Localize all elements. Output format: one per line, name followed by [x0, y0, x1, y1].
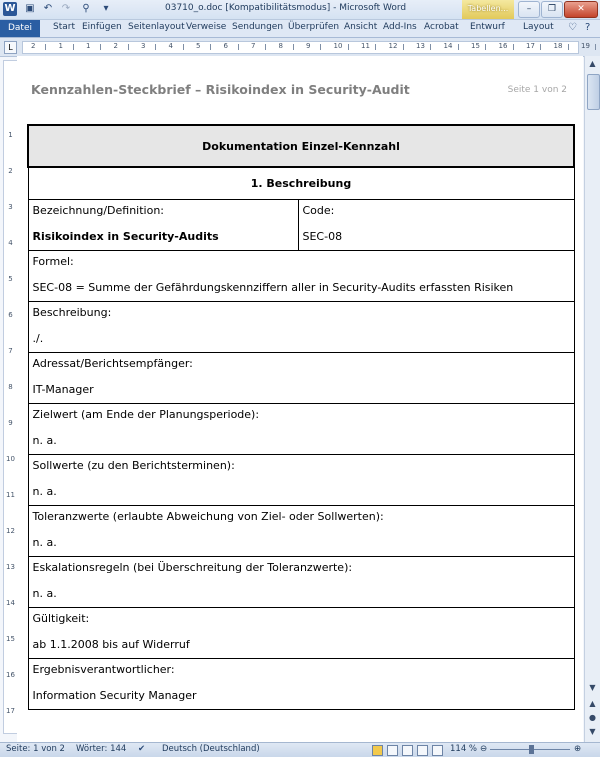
ruler-tick — [458, 44, 459, 50]
tab-file[interactable]: Datei — [0, 20, 40, 37]
table-row[interactable] — [28, 556, 574, 607]
definition-value: Risikoindex in Security-Audits — [32, 229, 219, 243]
tab-layout[interactable]: Layout — [523, 22, 554, 32]
table-title: Dokumentation Einzel-Kennzahl — [28, 125, 574, 167]
zoom-level[interactable]: 114 % — [450, 744, 478, 754]
tab-seitenlayout[interactable]: Seitenlayout — [128, 22, 185, 32]
row-value: Information Security Manager — [32, 688, 197, 702]
table-row[interactable] — [28, 454, 574, 505]
next-page-icon[interactable]: ▼ — [589, 727, 596, 736]
table-row[interactable] — [28, 658, 574, 709]
ruler-tick — [155, 44, 156, 50]
definition-cell[interactable] — [28, 199, 298, 250]
vertical-ruler-number: 17 — [6, 707, 15, 715]
horizontal-ruler — [0, 38, 600, 57]
ruler-number: 14 — [443, 42, 453, 50]
ruler-number: 7 — [251, 42, 256, 50]
ruler-number: 1 — [86, 42, 91, 50]
ruler-tick — [595, 44, 596, 50]
ruler-number: 10 — [333, 42, 343, 50]
ruler-number: 2 — [31, 42, 36, 50]
ribbon-tab-bar — [0, 20, 600, 38]
format-painter-icon[interactable]: ⚲ — [82, 3, 90, 14]
ruler-tick — [403, 44, 404, 50]
document-heading: Kennzahlen-Steckbrief – Risikoindex in Security-Audit — [31, 82, 410, 97]
ruler-number: 9 — [306, 42, 311, 50]
vertical-ruler-number: 4 — [8, 239, 13, 247]
code-cell[interactable] — [298, 199, 574, 250]
vertical-ruler — [3, 60, 18, 734]
kennzahl-table — [27, 124, 575, 710]
ruler-tick — [293, 44, 294, 50]
vertical-ruler-number: 6 — [8, 311, 13, 319]
ruler-number: 19 — [581, 42, 590, 50]
ruler-number: 16 — [498, 42, 508, 50]
word-app-icon[interactable]: W — [4, 3, 16, 14]
definition-label: Bezeichnung/Definition: — [32, 203, 165, 217]
row-label: Formel: — [32, 254, 74, 268]
ruler-tick — [513, 44, 514, 50]
tab-selector-icon[interactable]: L — [4, 41, 17, 54]
redo-icon[interactable]: ↷ — [61, 3, 71, 14]
vertical-scrollbar[interactable] — [584, 56, 600, 742]
outline-view-icon[interactable] — [417, 745, 428, 756]
vertical-ruler-number: 2 — [8, 167, 13, 175]
page-indicator: Seite 1 von 2 — [507, 85, 567, 95]
scroll-down-icon[interactable]: ▼ — [589, 683, 596, 692]
ruler-number: 15 — [471, 42, 480, 50]
table-row[interactable] — [28, 352, 574, 403]
vertical-ruler-number: 15 — [6, 635, 15, 643]
vertical-ruler-number: 3 — [8, 203, 13, 211]
ruler-number: 17 — [526, 42, 535, 50]
vertical-ruler-number: 12 — [6, 527, 15, 535]
tab-verweise[interactable]: Verweise — [186, 22, 227, 32]
tab-sendungen[interactable]: Sendungen — [232, 22, 284, 32]
tab-ansicht[interactable]: Ansicht — [344, 22, 378, 32]
ruler-number: 1 — [58, 42, 63, 50]
tab-einfuegen[interactable]: Einfügen — [82, 22, 122, 32]
proofing-icon[interactable]: ✔ — [138, 744, 146, 754]
ruler-number: 4 — [168, 42, 173, 50]
restore-button[interactable]: ❐ — [541, 1, 563, 18]
ruler-tick — [45, 44, 46, 50]
row-value: ./. — [32, 331, 44, 345]
row-label: Zielwert (am Ende der Planungsperiode): — [32, 407, 260, 421]
zoom-slider-handle[interactable] — [529, 745, 534, 754]
table-row[interactable] — [28, 250, 574, 301]
table-row[interactable] — [28, 403, 574, 454]
page-count-status[interactable]: Seite: 1 von 2 — [6, 744, 65, 754]
ruler-tick — [73, 44, 74, 50]
close-button[interactable]: ✕ — [564, 1, 598, 18]
vertical-ruler-number: 11 — [6, 491, 15, 499]
code-value: SEC-08 — [302, 229, 343, 243]
ruler-number: 18 — [553, 42, 563, 50]
minimize-ribbon-icon[interactable]: ♡ — [568, 22, 577, 33]
browse-object-icon[interactable]: ● — [589, 713, 596, 722]
vertical-ruler-number: 10 — [6, 455, 15, 463]
scrollbar-thumb[interactable] — [587, 74, 600, 110]
ruler-tick — [128, 44, 129, 50]
code-label: Code: — [302, 203, 335, 217]
word-count-status[interactable]: Wörter: 144 — [76, 744, 127, 754]
tab-ueberpruefen[interactable]: Überprüfen — [288, 22, 340, 32]
row-value: n. a. — [32, 586, 57, 600]
ruler-tick — [540, 44, 541, 50]
row-value: n. a. — [32, 433, 57, 447]
tab-add-ins[interactable]: Add-Ins — [383, 22, 417, 32]
vertical-ruler-number: 13 — [6, 563, 15, 571]
ruler-tick — [210, 44, 211, 50]
previous-page-icon[interactable]: ▲ — [589, 699, 596, 708]
ruler-tick — [100, 44, 101, 50]
table-row[interactable] — [28, 607, 574, 658]
row-label: Sollwerte (zu den Berichtsterminen): — [32, 458, 235, 472]
ruler-number: 11 — [361, 42, 370, 50]
ruler-number: 2 — [113, 42, 118, 50]
undo-icon[interactable]: ↶ — [43, 3, 53, 14]
row-label: Toleranzwerte (erlaubte Abweichung von Ziel- oder Sollwerten): — [32, 509, 384, 523]
web-layout-view-icon[interactable] — [402, 745, 413, 756]
ruler-number: 13 — [416, 42, 425, 50]
row-label: Adressat/Berichtsempfänger: — [32, 356, 193, 370]
table-tools-tab-group[interactable]: Tabellen... — [462, 0, 514, 19]
ruler-number: 5 — [196, 42, 201, 50]
vertical-ruler-number: 8 — [8, 383, 13, 391]
ruler-tick — [265, 44, 266, 50]
ruler-tick — [320, 44, 321, 50]
vertical-ruler-number: 7 — [8, 347, 13, 355]
tab-entwurf[interactable]: Entwurf — [470, 22, 505, 32]
save-icon[interactable]: ▣ — [25, 3, 35, 14]
ruler-tick — [568, 44, 569, 50]
vertical-ruler-number: 1 — [8, 131, 13, 139]
vertical-ruler-number: 9 — [8, 419, 13, 427]
row-label: Beschreibung: — [32, 305, 112, 319]
ruler-tick — [183, 44, 184, 50]
help-icon[interactable]: ? — [585, 22, 591, 33]
ruler-number: 6 — [223, 42, 228, 50]
minimize-button[interactable]: – — [518, 1, 540, 18]
row-value: IT-Manager — [32, 382, 94, 396]
language-status[interactable]: Deutsch (Deutschland) — [162, 744, 260, 754]
ruler-strip[interactable] — [22, 41, 590, 54]
ruler-number: 12 — [388, 42, 398, 50]
row-value: n. a. — [32, 535, 57, 549]
quick-access-dropdown-icon[interactable]: ▾ — [103, 3, 109, 14]
status-bar — [0, 742, 600, 757]
scroll-up-icon[interactable]: ▲ — [589, 59, 596, 68]
row-label: Eskalationsregeln (bei Überschreitung der Toleranzwerte): — [32, 560, 353, 574]
ruler-number: 8 — [278, 42, 283, 50]
row-value: n. a. — [32, 484, 57, 498]
table-row[interactable] — [28, 505, 574, 556]
tab-start[interactable]: Start — [53, 22, 75, 32]
ruler-tick — [375, 44, 376, 50]
ruler-tick — [238, 44, 239, 50]
vertical-ruler-number: 5 — [8, 275, 13, 283]
row-label: Ergebnisverantwortlicher: — [32, 662, 175, 676]
zoom-out-icon[interactable]: ⊖ — [480, 744, 488, 754]
ruler-number: 3 — [141, 42, 146, 50]
title-bar — [0, 0, 600, 20]
vertical-ruler-number: 14 — [6, 599, 15, 607]
row-value: SEC-08 = Summe der Gefährdungskennziffern aller in Security-Audits erfassten Risiken — [32, 280, 514, 294]
print-layout-view-icon[interactable] — [372, 745, 383, 756]
row-value: ab 1.1.2008 bis auf Widerruf — [32, 637, 190, 651]
vertical-ruler-number: 16 — [6, 671, 15, 679]
tab-acrobat[interactable]: Acrobat — [424, 22, 459, 32]
ruler-tick — [430, 44, 431, 50]
table-row[interactable] — [28, 301, 574, 352]
row-label: Gültigkeit: — [32, 611, 90, 625]
full-screen-view-icon[interactable] — [387, 745, 398, 756]
zoom-in-icon[interactable]: ⊕ — [574, 744, 582, 754]
document-page[interactable] — [17, 56, 583, 742]
ruler-tick — [348, 44, 349, 50]
draft-view-icon[interactable] — [432, 745, 443, 756]
window-title: 03710_o.doc [Kompatibilitätsmodus] - Microsoft Word — [165, 3, 407, 13]
ruler-tick — [485, 44, 486, 50]
section-heading: 1. Beschreibung — [28, 167, 574, 199]
